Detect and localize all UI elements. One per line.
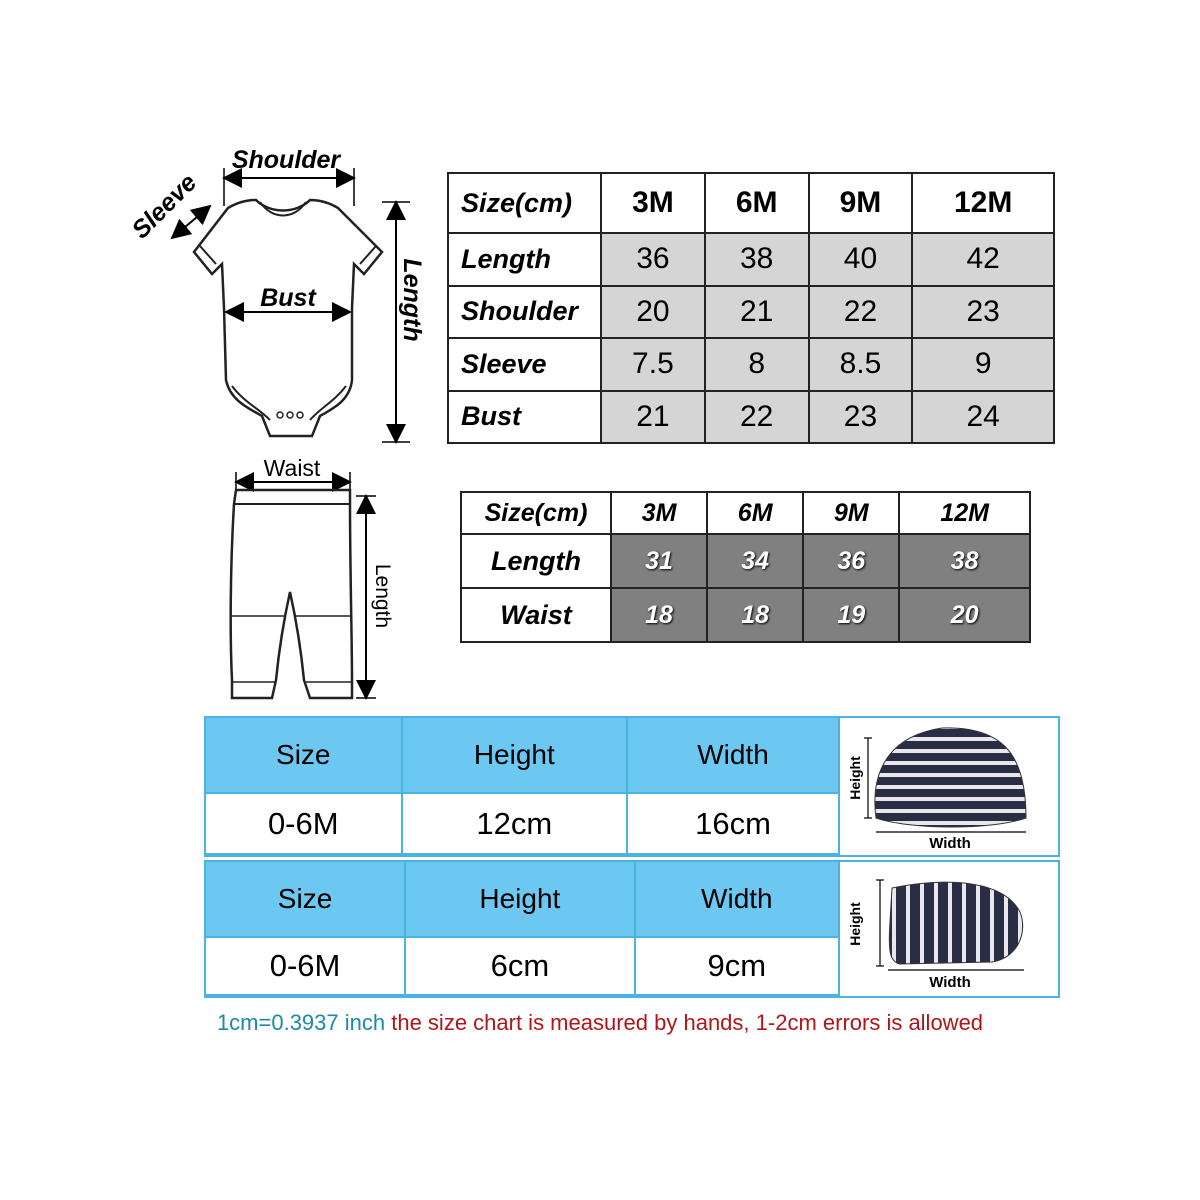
table-row	[448, 286, 1054, 339]
header-size-cm: Size(cm)	[461, 492, 611, 534]
striped-mitten	[889, 882, 1022, 964]
header-size-cm: Size(cm)	[448, 173, 601, 233]
header-height: Height	[405, 862, 635, 937]
table-cell: 20	[899, 588, 1030, 642]
table-row	[206, 937, 839, 995]
table-cell: 21	[601, 391, 705, 444]
hat-width-label: Width	[929, 835, 971, 852]
table-cell: 31	[611, 534, 707, 588]
waist-label: Waist	[263, 455, 321, 481]
header-3m: 3M	[601, 173, 705, 233]
table-cell: 38	[705, 233, 809, 286]
header-9m: 9M	[803, 492, 899, 534]
table-cell: 9	[912, 338, 1054, 391]
table-cell: 21	[705, 286, 809, 339]
pants-outline	[231, 490, 352, 698]
table-cell: 24	[912, 391, 1054, 444]
table-cell: 12cm	[402, 793, 628, 854]
table-cell: 0-6M	[206, 937, 405, 995]
conversion-text: 1cm=0.3937 inch	[216, 1010, 386, 1035]
length-label: Length	[398, 258, 426, 342]
sleeve-label: Sleeve	[126, 168, 203, 245]
row-label: Bust	[448, 391, 601, 444]
header-height: Height	[402, 718, 628, 793]
mitten-size-table	[204, 860, 1060, 998]
table-cell: 16cm	[627, 793, 839, 854]
pants-diagram	[200, 450, 420, 710]
table-cell: 18	[611, 588, 707, 642]
table-cell: 7.5	[601, 338, 705, 391]
table-cell: 19	[803, 588, 899, 642]
size-note	[0, 1010, 1200, 1036]
header-6m: 6M	[707, 492, 803, 534]
header-12m: 12M	[912, 173, 1054, 233]
header-size: Size	[206, 862, 405, 937]
table-cell: 40	[809, 233, 913, 286]
header-size: Size	[206, 718, 402, 793]
header-12m: 12M	[899, 492, 1030, 534]
hat-height-label: Height	[847, 756, 863, 800]
table-row	[448, 338, 1054, 391]
table-cell: 6cm	[405, 937, 635, 995]
hat-image	[842, 718, 1056, 855]
pants-length-label: Length	[371, 563, 394, 629]
table-cell: 36	[601, 233, 705, 286]
row-label: Waist	[461, 588, 611, 642]
table-cell: 0-6M	[206, 793, 402, 854]
table-cell: 8.5	[809, 338, 913, 391]
row-label: Shoulder	[448, 286, 601, 339]
table-row	[206, 793, 839, 854]
table-cell: 9cm	[635, 937, 839, 995]
header-6m: 6M	[705, 173, 809, 233]
table-row	[448, 391, 1054, 444]
row-label: Sleeve	[448, 338, 601, 391]
pants-size-table	[460, 491, 1031, 643]
mitten-height-label: Height	[847, 902, 863, 946]
bodysuit-size-table	[447, 172, 1055, 444]
table-cell: 8	[705, 338, 809, 391]
table-row	[461, 534, 1030, 588]
table-cell: 22	[809, 286, 913, 339]
table-cell: 34	[707, 534, 803, 588]
hat-size-table	[204, 716, 1060, 857]
striped-hat	[875, 728, 1026, 827]
table-cell: 22	[705, 391, 809, 444]
table-cell: 42	[912, 233, 1054, 286]
row-label: Length	[461, 534, 611, 588]
bodysuit-diagram	[120, 140, 440, 460]
table-cell: 36	[803, 534, 899, 588]
table-cell: 23	[912, 286, 1054, 339]
mitten-width-label: Width	[929, 974, 971, 991]
table-row	[461, 588, 1030, 642]
table-cell: 23	[809, 391, 913, 444]
header-3m: 3M	[611, 492, 707, 534]
header-9m: 9M	[809, 173, 913, 233]
row-label: Length	[448, 233, 601, 286]
mitten-image	[842, 862, 1056, 996]
table-cell: 20	[601, 286, 705, 339]
table-row	[448, 233, 1054, 286]
table-cell: 38	[899, 534, 1030, 588]
bust-label: Bust	[260, 284, 316, 312]
shoulder-label: Shoulder	[231, 146, 341, 174]
disclaimer-text: the size chart is measured by hands, 1-2cm errors is allowed	[391, 1010, 984, 1035]
table-cell: 18	[707, 588, 803, 642]
bodysuit-outline	[194, 200, 382, 436]
header-width: Width	[635, 862, 839, 937]
header-width: Width	[627, 718, 839, 793]
